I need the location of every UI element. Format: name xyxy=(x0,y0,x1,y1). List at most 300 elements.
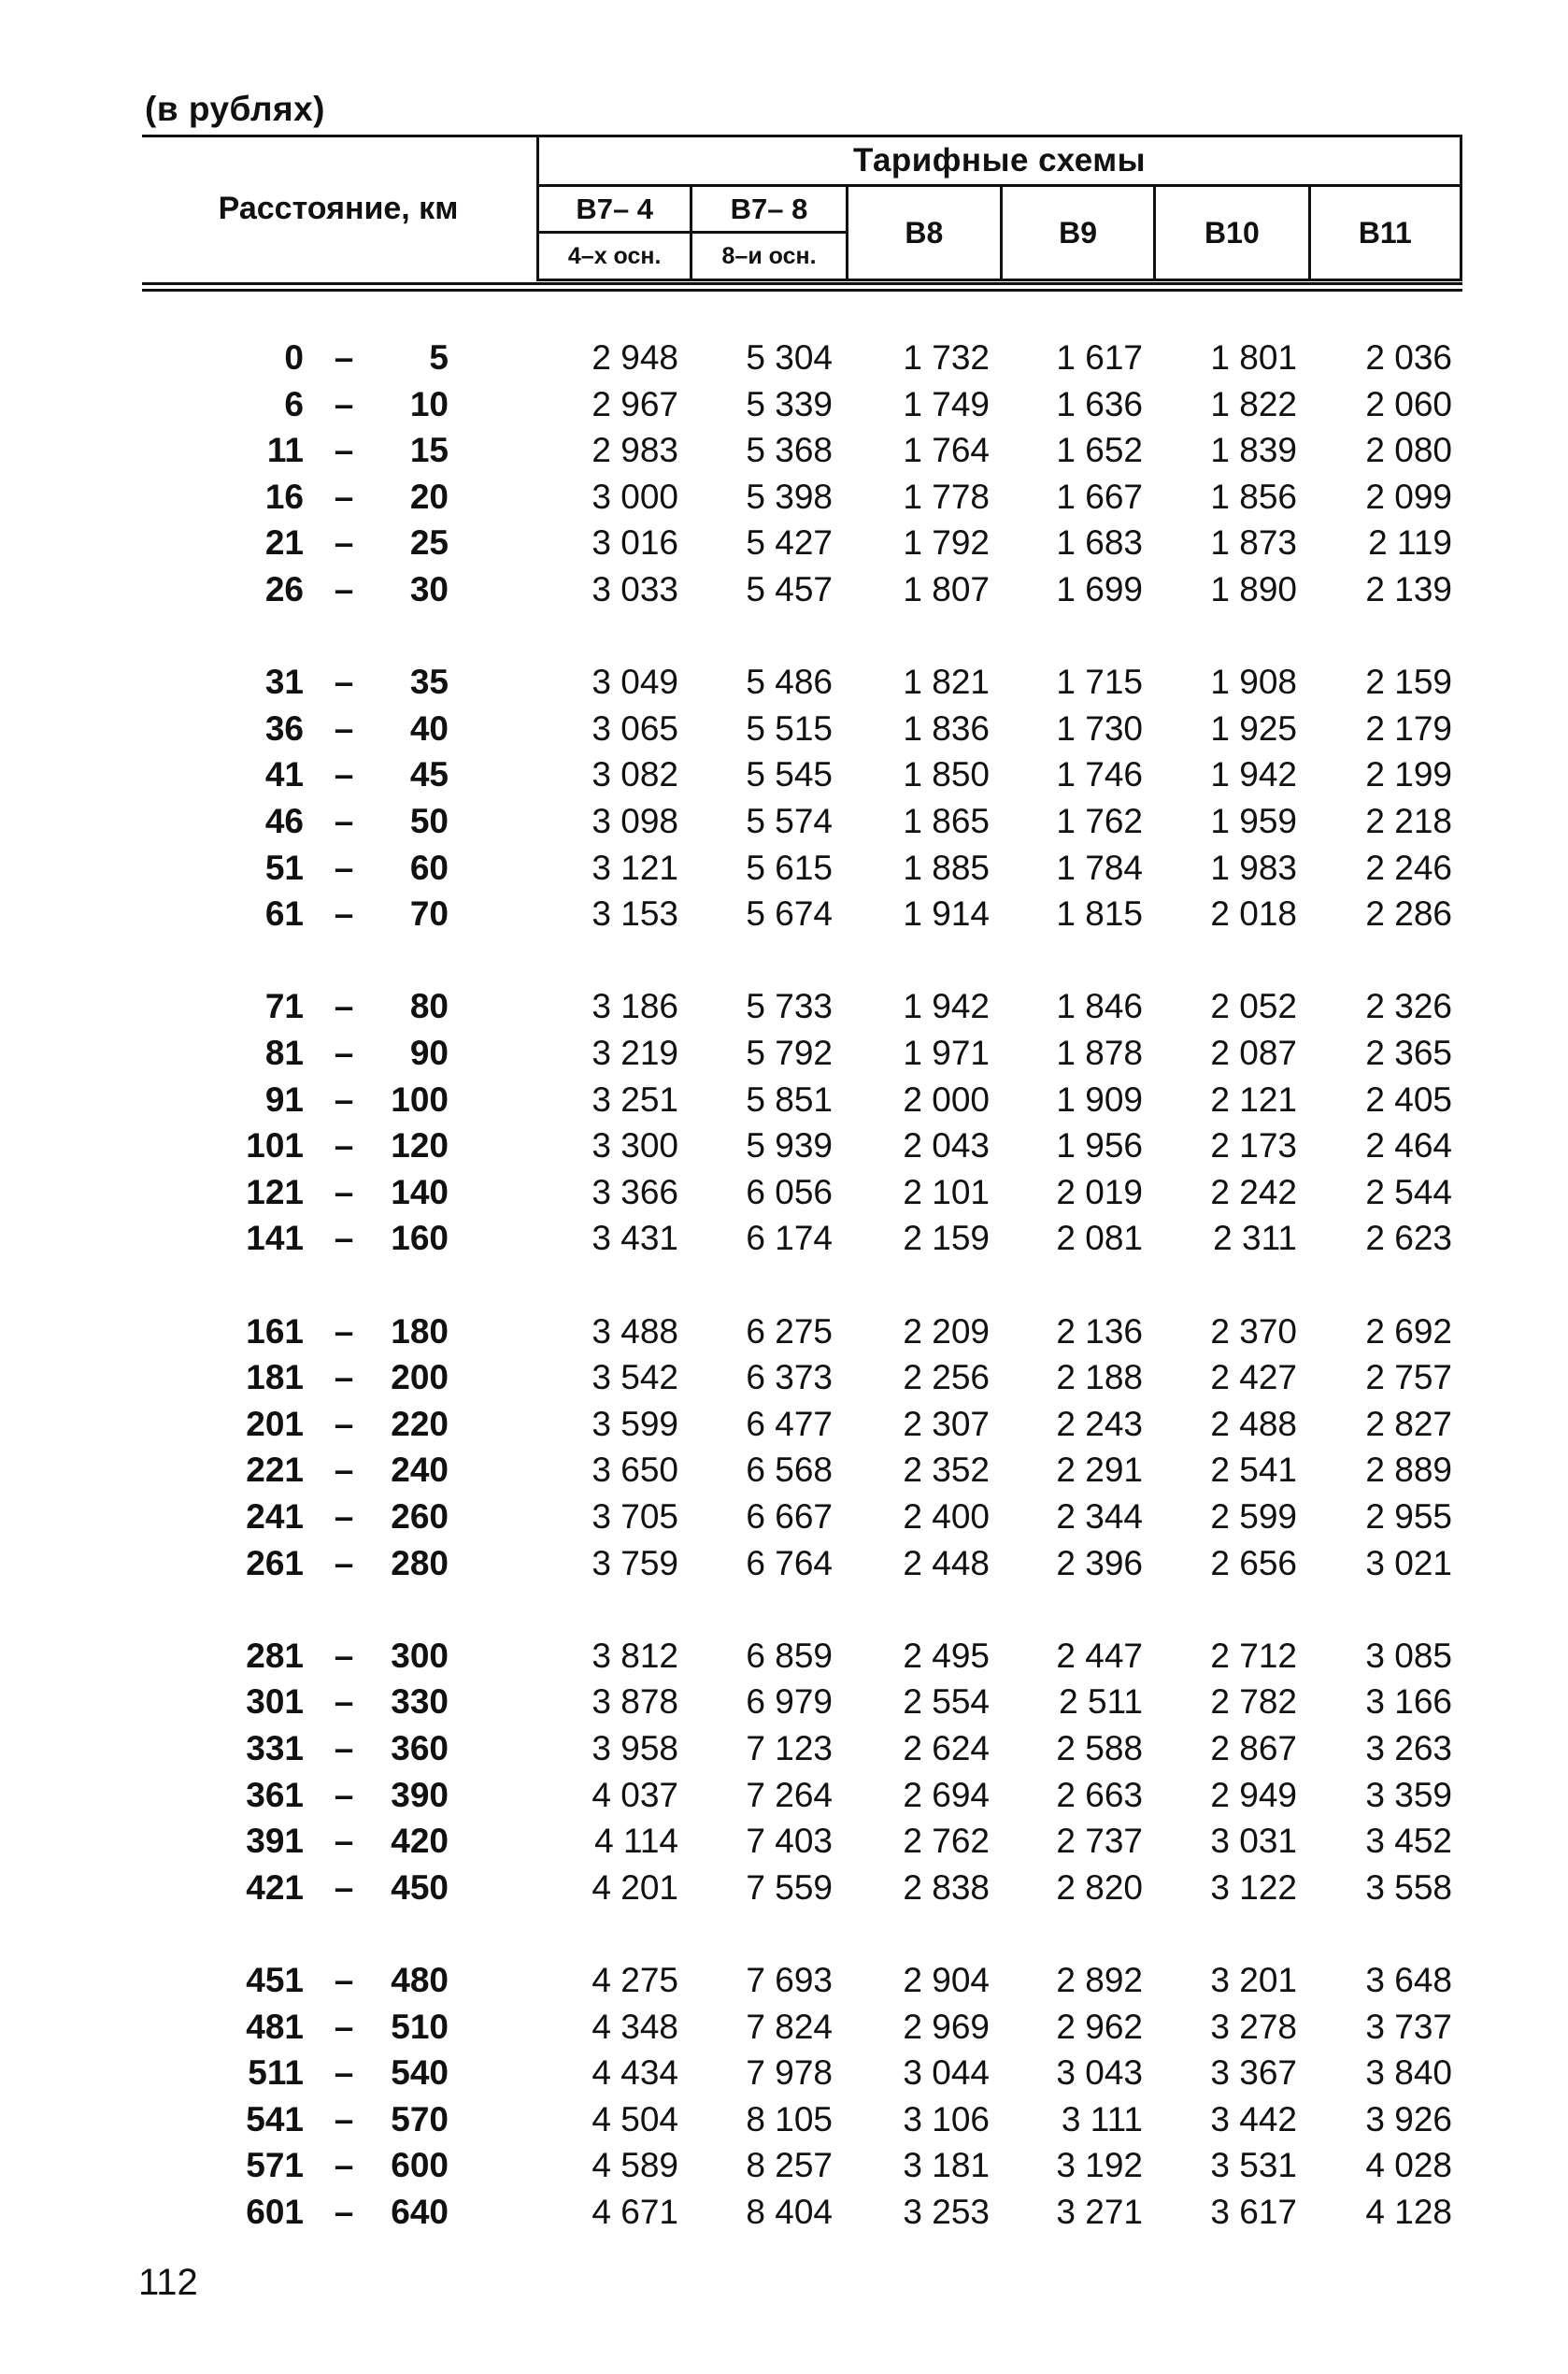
tariff-value-b10: 2 782 xyxy=(1210,1682,1297,1722)
distance-to: 600 xyxy=(391,2146,449,2185)
table-row xyxy=(0,1772,1568,1819)
distance-from: 81 xyxy=(264,1033,304,1072)
tariff-value-b7-4: 3 049 xyxy=(592,663,678,702)
tariff-value-b7-4: 3 958 xyxy=(592,1728,678,1767)
table-row xyxy=(0,474,1568,521)
tariff-value-b7-4: 3 082 xyxy=(592,755,678,794)
distance-from: 46 xyxy=(264,801,304,840)
tariff-value-b11: 2 199 xyxy=(1365,755,1452,794)
tariff-value-b10: 2 488 xyxy=(1210,1404,1297,1443)
tariff-value-b7-4: 4 348 xyxy=(592,2007,678,2046)
tariff-value-b9: 1 784 xyxy=(1056,848,1143,887)
scheme-b7-4-header: В7– 4 xyxy=(538,186,691,233)
tariff-value-b10: 2 712 xyxy=(1210,1636,1297,1675)
distance-dash: – xyxy=(334,2146,354,2185)
distance-dash: – xyxy=(334,663,354,702)
distance-dash: – xyxy=(334,1033,354,1072)
tariff-value-b7-4: 3 000 xyxy=(592,477,678,516)
tariff-value-b7-8: 7 824 xyxy=(746,2007,833,2046)
tariff-value-b7-8: 5 398 xyxy=(746,477,833,516)
tariff-value-b10: 2 541 xyxy=(1210,1451,1297,1490)
unit-note: (в рублях) xyxy=(145,90,325,128)
tariff-value-b7-8: 7 123 xyxy=(746,1728,833,1767)
tariff-value-b11: 2 286 xyxy=(1365,894,1452,934)
tariff-value-b10: 2 949 xyxy=(1210,1775,1297,1814)
tariff-value-b10: 2 173 xyxy=(1210,1126,1297,1166)
tariff-value-b7-4: 3 759 xyxy=(592,1543,678,1582)
header-bottom-rule xyxy=(142,282,1462,285)
distance-from: 141 xyxy=(246,1219,304,1258)
tariff-value-b7-8: 7 693 xyxy=(746,1961,833,1999)
distance-from: 361 xyxy=(246,1775,304,1814)
table-row xyxy=(0,1865,1568,1911)
table-row xyxy=(0,891,1568,937)
tariff-value-b11: 4 028 xyxy=(1365,2146,1452,2185)
tariff-value-b9: 1 846 xyxy=(1056,987,1143,1026)
table-row xyxy=(0,1123,1568,1169)
tariff-value-b10: 1 856 xyxy=(1210,477,1297,516)
tariff-value-b11: 3 021 xyxy=(1365,1543,1452,1582)
tariff-value-b10: 2 121 xyxy=(1210,1080,1297,1119)
distance-from: 51 xyxy=(264,848,304,887)
row-group xyxy=(0,983,1568,1262)
distance-to: 540 xyxy=(391,2053,449,2093)
distance-dash: – xyxy=(334,2099,354,2138)
tariff-value-b9: 2 962 xyxy=(1056,2007,1143,2046)
distance-dash: – xyxy=(334,1867,354,1907)
row-group xyxy=(0,659,1568,937)
tariff-value-b7-4: 3 812 xyxy=(592,1636,678,1675)
table-row xyxy=(0,845,1568,892)
tariff-value-b8: 2 043 xyxy=(903,1126,990,1166)
table-row xyxy=(0,1679,1568,1725)
tariff-value-b9: 1 715 xyxy=(1056,663,1143,702)
distance-to: 450 xyxy=(391,1867,449,1907)
distance-dash: – xyxy=(334,1961,354,1999)
tariff-value-b7-8: 5 304 xyxy=(746,338,833,377)
tariff-value-b8: 2 159 xyxy=(903,1219,990,1258)
table-row xyxy=(0,751,1568,798)
distance-to: 260 xyxy=(391,1496,449,1536)
table-row xyxy=(0,1309,1568,1355)
tariff-value-b8: 2 400 xyxy=(903,1496,990,1536)
tariff-value-b8: 2 694 xyxy=(903,1775,990,1814)
tariff-value-b11: 2 036 xyxy=(1365,338,1452,377)
tariff-value-b10: 3 278 xyxy=(1210,2007,1297,2046)
tariff-value-b9: 2 136 xyxy=(1056,1311,1143,1351)
tariff-value-b10: 2 018 xyxy=(1210,894,1297,934)
tariff-value-b10: 3 367 xyxy=(1210,2053,1297,2093)
tariff-value-b7-8: 6 568 xyxy=(746,1451,833,1490)
distance-from: 221 xyxy=(246,1451,304,1490)
tariff-value-b7-8: 5 733 xyxy=(746,987,833,1026)
header-bottom-rule-double xyxy=(142,289,1462,292)
distance-from: 91 xyxy=(264,1080,304,1119)
tariff-value-b9: 1 730 xyxy=(1056,708,1143,748)
tariff-value-b10: 2 370 xyxy=(1210,1311,1297,1351)
distance-to: 45 xyxy=(409,755,449,794)
distance-dash: – xyxy=(334,1775,354,1814)
tariff-value-b11: 3 926 xyxy=(1365,2099,1452,2138)
tariff-value-b7-8: 5 615 xyxy=(746,848,833,887)
tariff-value-b9: 2 344 xyxy=(1056,1496,1143,1536)
tariff-value-b10: 1 983 xyxy=(1210,848,1297,887)
tariff-value-b11: 2 544 xyxy=(1365,1172,1452,1211)
tariff-value-b10: 2 427 xyxy=(1210,1358,1297,1397)
tariff-value-b7-8: 5 368 xyxy=(746,431,833,470)
distance-from: 331 xyxy=(246,1728,304,1767)
tariff-value-b10: 2 052 xyxy=(1210,987,1297,1026)
distance-dash: – xyxy=(334,477,354,516)
distance-from: 261 xyxy=(246,1543,304,1582)
tariff-value-b7-8: 5 792 xyxy=(746,1033,833,1072)
tariff-value-b7-4: 3 300 xyxy=(592,1126,678,1166)
distance-to: 220 xyxy=(391,1404,449,1443)
distance-to: 20 xyxy=(409,477,449,516)
scheme-b7-4-axles: 4–х осн. xyxy=(538,233,691,280)
distance-dash: – xyxy=(334,2053,354,2093)
tariff-value-b11: 2 955 xyxy=(1365,1496,1452,1536)
tariff-value-b10: 1 839 xyxy=(1210,431,1297,470)
table-header xyxy=(142,135,1462,292)
row-group xyxy=(0,1309,1568,1587)
tariff-value-b11: 2 757 xyxy=(1365,1358,1452,1397)
table-row xyxy=(0,427,1568,474)
tariff-value-b9: 1 909 xyxy=(1056,1080,1143,1119)
tariff-value-b11: 2 365 xyxy=(1365,1033,1452,1072)
table-row xyxy=(0,983,1568,1030)
tariff-value-b9: 2 820 xyxy=(1056,1867,1143,1907)
distance-dash: – xyxy=(334,987,354,1026)
distance-dash: – xyxy=(334,1496,354,1536)
distance-dash: – xyxy=(334,801,354,840)
tariff-value-b8: 1 914 xyxy=(903,894,990,934)
tariff-value-b9: 1 878 xyxy=(1056,1033,1143,1072)
tariff-value-b7-8: 6 667 xyxy=(746,1496,833,1536)
distance-to: 480 xyxy=(391,1961,449,1999)
table-row xyxy=(0,1447,1568,1494)
tariff-value-b11: 2 827 xyxy=(1365,1404,1452,1443)
tariff-value-b11: 2 159 xyxy=(1365,663,1452,702)
tariff-value-b7-4: 4 434 xyxy=(592,2053,678,2093)
tariff-value-b11: 3 359 xyxy=(1365,1775,1452,1814)
tariff-value-b7-4: 2 948 xyxy=(592,338,678,377)
tariff-value-b10: 2 599 xyxy=(1210,1496,1297,1536)
distance-from: 121 xyxy=(246,1172,304,1211)
tariff-value-b7-8: 6 477 xyxy=(746,1404,833,1443)
tariff-value-b7-4: 3 153 xyxy=(592,894,678,934)
distance-dash: – xyxy=(334,338,354,377)
tariff-value-b10: 1 801 xyxy=(1210,338,1297,377)
tariff-value-b9: 1 636 xyxy=(1056,384,1143,423)
tariff-value-b8: 2 838 xyxy=(903,1867,990,1907)
tariff-value-b7-4: 3 366 xyxy=(592,1172,678,1211)
distance-dash: – xyxy=(334,708,354,748)
table-row xyxy=(0,1540,1568,1587)
tariff-value-b8: 2 000 xyxy=(903,1080,990,1119)
distance-dash: – xyxy=(334,1636,354,1675)
distance-from: 161 xyxy=(246,1311,304,1351)
tariff-value-b11: 2 692 xyxy=(1365,1311,1452,1351)
header-top-rule xyxy=(142,135,536,137)
tariff-value-b9: 1 762 xyxy=(1056,801,1143,840)
tariff-value-b9: 2 588 xyxy=(1056,1728,1143,1767)
tariff-value-b9: 2 396 xyxy=(1056,1543,1143,1582)
distance-to: 510 xyxy=(391,2007,449,2046)
distance-from: 31 xyxy=(264,663,304,702)
tariff-value-b9: 2 663 xyxy=(1056,1775,1143,1814)
tariff-value-b10: 1 942 xyxy=(1210,755,1297,794)
table-row xyxy=(0,706,1568,752)
tariff-value-b8: 3 181 xyxy=(903,2146,990,2185)
distance-from: 241 xyxy=(246,1496,304,1536)
tariff-value-b9: 1 667 xyxy=(1056,477,1143,516)
tariff-value-b9: 3 043 xyxy=(1056,2053,1143,2093)
distance-dash: – xyxy=(334,431,354,470)
tariff-value-b8: 2 256 xyxy=(903,1358,990,1397)
page-number: 112 xyxy=(138,2262,198,2303)
distance-dash: – xyxy=(334,523,354,563)
table-row xyxy=(0,2050,1568,2096)
distance-dash: – xyxy=(334,894,354,934)
tariff-value-b7-8: 5 486 xyxy=(746,663,833,702)
tariff-value-b10: 3 442 xyxy=(1210,2099,1297,2138)
distance-dash: – xyxy=(334,1172,354,1211)
distance-to: 420 xyxy=(391,1822,449,1861)
tariff-value-b10: 2 087 xyxy=(1210,1033,1297,1072)
tariff-value-b7-8: 5 851 xyxy=(746,1080,833,1119)
tariff-value-b7-8: 6 174 xyxy=(746,1219,833,1258)
distance-to: 80 xyxy=(409,987,449,1026)
tariff-value-b7-8: 7 264 xyxy=(746,1775,833,1814)
distance-from: 451 xyxy=(246,1961,304,1999)
distance-dash: – xyxy=(334,1311,354,1351)
distance-to: 390 xyxy=(391,1775,449,1814)
tariff-value-b7-4: 3 251 xyxy=(592,1080,678,1119)
tariff-value-b8: 2 495 xyxy=(903,1636,990,1675)
table-row xyxy=(0,1633,1568,1680)
table-row xyxy=(0,1354,1568,1401)
tariff-value-b11: 2 119 xyxy=(1368,523,1452,563)
tariff-value-b7-8: 7 978 xyxy=(746,2053,833,2093)
tariff-value-b9: 3 111 xyxy=(1061,2099,1143,2138)
tariff-value-b7-4: 3 705 xyxy=(592,1496,678,1536)
distance-from: 101 xyxy=(246,1126,304,1166)
distance-to: 160 xyxy=(391,1219,449,1258)
distance-from: 571 xyxy=(246,2146,304,2185)
tariff-value-b7-8: 5 515 xyxy=(746,708,833,748)
distance-to: 40 xyxy=(409,708,449,748)
table-row xyxy=(0,1725,1568,1772)
tariff-value-b7-8: 5 545 xyxy=(746,755,833,794)
tariff-value-b7-8: 5 339 xyxy=(746,384,833,423)
tariff-value-b10: 1 873 xyxy=(1210,523,1297,563)
tariff-value-b7-8: 8 105 xyxy=(746,2099,833,2138)
tariff-value-b10: 2 311 xyxy=(1213,1219,1297,1258)
tariff-value-b9: 2 019 xyxy=(1056,1172,1143,1211)
table-row xyxy=(0,1957,1568,2004)
distance-to: 25 xyxy=(409,523,449,563)
distance-to: 200 xyxy=(391,1358,449,1397)
tariff-schemes-header xyxy=(536,135,1462,281)
tariff-value-b7-8: 7 403 xyxy=(746,1822,833,1861)
tariff-value-b9: 1 746 xyxy=(1056,755,1143,794)
tariff-value-b7-4: 3 186 xyxy=(592,987,678,1026)
tariff-value-b7-8: 8 404 xyxy=(746,2192,833,2231)
tariff-value-b8: 2 448 xyxy=(903,1543,990,1582)
tariff-value-b9: 1 683 xyxy=(1056,523,1143,563)
scheme-b10-header: В10 xyxy=(1155,186,1309,280)
distance-from: 201 xyxy=(246,1404,304,1443)
tariff-value-b8: 1 732 xyxy=(903,338,990,377)
tariff-value-b7-8: 6 056 xyxy=(746,1172,833,1211)
tariff-value-b7-4: 4 671 xyxy=(592,2192,678,2231)
tariff-value-b11: 4 128 xyxy=(1365,2192,1452,2231)
distance-dash: – xyxy=(334,1358,354,1397)
tariff-value-b9: 2 737 xyxy=(1056,1822,1143,1861)
tariff-value-b8: 2 762 xyxy=(903,1822,990,1861)
table-row xyxy=(0,1215,1568,1262)
tariff-value-b10: 1 959 xyxy=(1210,801,1297,840)
distance-dash: – xyxy=(334,1543,354,1582)
tariff-value-b8: 2 352 xyxy=(903,1451,990,1490)
table-row xyxy=(0,798,1568,845)
distance-from: 301 xyxy=(246,1682,304,1722)
tariff-value-b8: 1 836 xyxy=(903,708,990,748)
distance-to: 240 xyxy=(391,1451,449,1490)
tariff-value-b8: 1 885 xyxy=(903,848,990,887)
table-row xyxy=(0,2004,1568,2051)
distance-from: 541 xyxy=(246,2099,304,2138)
tariff-value-b7-4: 3 488 xyxy=(592,1311,678,1351)
tariff-value-b9: 1 956 xyxy=(1056,1126,1143,1166)
tariff-value-b7-4: 3 016 xyxy=(592,523,678,563)
table-row xyxy=(0,335,1568,381)
tariff-value-b9: 3 271 xyxy=(1056,2192,1143,2231)
tariff-value-b7-8: 5 674 xyxy=(746,894,833,934)
distance-from: 11 xyxy=(266,431,304,470)
table-row xyxy=(0,381,1568,428)
tariff-value-b11: 2 139 xyxy=(1365,569,1452,608)
distance-to: 60 xyxy=(409,848,449,887)
distance-to: 570 xyxy=(391,2099,449,2138)
tariff-value-b7-4: 3 431 xyxy=(592,1219,678,1258)
distance-to: 640 xyxy=(391,2192,449,2231)
tariff-value-b7-8: 6 373 xyxy=(746,1358,833,1397)
table-row xyxy=(0,520,1568,566)
table-row xyxy=(0,2142,1568,2189)
distance-to: 330 xyxy=(391,1682,449,1722)
scheme-b8-header: В8 xyxy=(847,186,1001,280)
tariff-value-b7-4: 3 599 xyxy=(592,1404,678,1443)
distance-from: 391 xyxy=(246,1822,304,1861)
tariff-value-b8: 1 942 xyxy=(903,987,990,1026)
distance-dash: – xyxy=(334,1451,354,1490)
distance-to: 15 xyxy=(409,431,449,470)
distance-from: 41 xyxy=(264,755,304,794)
distance-to: 140 xyxy=(391,1172,449,1211)
table-row xyxy=(0,1494,1568,1540)
tariff-value-b7-4: 4 275 xyxy=(592,1961,678,1999)
tariff-value-b11: 2 405 xyxy=(1365,1080,1452,1119)
distance-to: 10 xyxy=(409,384,449,423)
distance-to: 50 xyxy=(409,801,449,840)
distance-from: 481 xyxy=(246,2007,304,2046)
tariff-value-b9: 2 243 xyxy=(1056,1404,1143,1443)
distance-from: 21 xyxy=(264,523,304,563)
table-row xyxy=(0,1818,1568,1865)
tariff-value-b7-4: 4 037 xyxy=(592,1775,678,1814)
scheme-b11-header: В11 xyxy=(1309,186,1461,280)
distance-to: 360 xyxy=(391,1728,449,1767)
tariff-value-b7-8: 6 979 xyxy=(746,1682,833,1722)
scheme-b9-header: В9 xyxy=(1001,186,1154,280)
distance-dash: – xyxy=(334,1682,354,1722)
tariff-value-b8: 3 253 xyxy=(903,2192,990,2231)
table-row xyxy=(0,2189,1568,2236)
distance-to: 70 xyxy=(409,894,449,934)
tariff-value-b8: 1 792 xyxy=(903,523,990,563)
tariff-value-b7-4: 3 065 xyxy=(592,708,678,748)
tariff-value-b8: 2 624 xyxy=(903,1728,990,1767)
row-group xyxy=(0,335,1568,613)
tariff-value-b7-4: 3 033 xyxy=(592,569,678,608)
tariff-value-b11: 2 218 xyxy=(1365,801,1452,840)
tariff-value-b11: 2 889 xyxy=(1365,1451,1452,1490)
distance-from: 0 xyxy=(284,338,304,377)
tariff-value-b7-8: 6 275 xyxy=(746,1311,833,1351)
tariff-value-b7-4: 4 114 xyxy=(594,1822,678,1861)
distance-from: 26 xyxy=(264,569,304,608)
tariff-value-b8: 2 554 xyxy=(903,1682,990,1722)
distance-dash: – xyxy=(334,1728,354,1767)
tariff-value-b7-4: 3 878 xyxy=(592,1682,678,1722)
tariff-value-b11: 2 464 xyxy=(1365,1126,1452,1166)
distance-dash: – xyxy=(334,1219,354,1258)
distance-dash: – xyxy=(334,848,354,887)
tariff-value-b8: 1 850 xyxy=(903,755,990,794)
table-row xyxy=(0,1077,1568,1123)
tariff-value-b9: 2 511 xyxy=(1059,1682,1143,1722)
tariff-value-b8: 1 749 xyxy=(903,384,990,423)
tariff-value-b10: 3 122 xyxy=(1210,1867,1297,1907)
distance-to: 35 xyxy=(409,663,449,702)
row-group xyxy=(0,1957,1568,2236)
tariff-value-b7-8: 5 574 xyxy=(746,801,833,840)
tariff-value-b9: 1 617 xyxy=(1056,338,1143,377)
distance-dash: – xyxy=(334,755,354,794)
distance-dash: – xyxy=(334,2192,354,2231)
tariff-value-b7-4: 4 504 xyxy=(592,2099,678,2138)
tariff-value-b11: 2 080 xyxy=(1365,431,1452,470)
tariff-value-b8: 3 044 xyxy=(903,2053,990,2093)
tariff-value-b7-4: 2 983 xyxy=(592,431,678,470)
tariff-value-b10: 1 908 xyxy=(1210,663,1297,702)
tariff-value-b8: 1 821 xyxy=(903,663,990,702)
distance-from: 6 xyxy=(284,384,304,423)
distance-to: 180 xyxy=(391,1311,449,1351)
tariff-value-b9: 2 188 xyxy=(1056,1358,1143,1397)
tariff-value-b10: 2 242 xyxy=(1210,1172,1297,1211)
table-row xyxy=(0,659,1568,706)
tariff-value-b8: 2 969 xyxy=(903,2007,990,2046)
scheme-b7-8-header: В7– 8 xyxy=(691,186,847,233)
tariff-value-b9: 2 892 xyxy=(1056,1961,1143,1999)
tariff-value-b9: 2 291 xyxy=(1056,1451,1143,1490)
tariff-value-b11: 2 060 xyxy=(1365,384,1452,423)
distance-dash: – xyxy=(334,384,354,423)
tariff-value-b7-8: 6 764 xyxy=(746,1543,833,1582)
